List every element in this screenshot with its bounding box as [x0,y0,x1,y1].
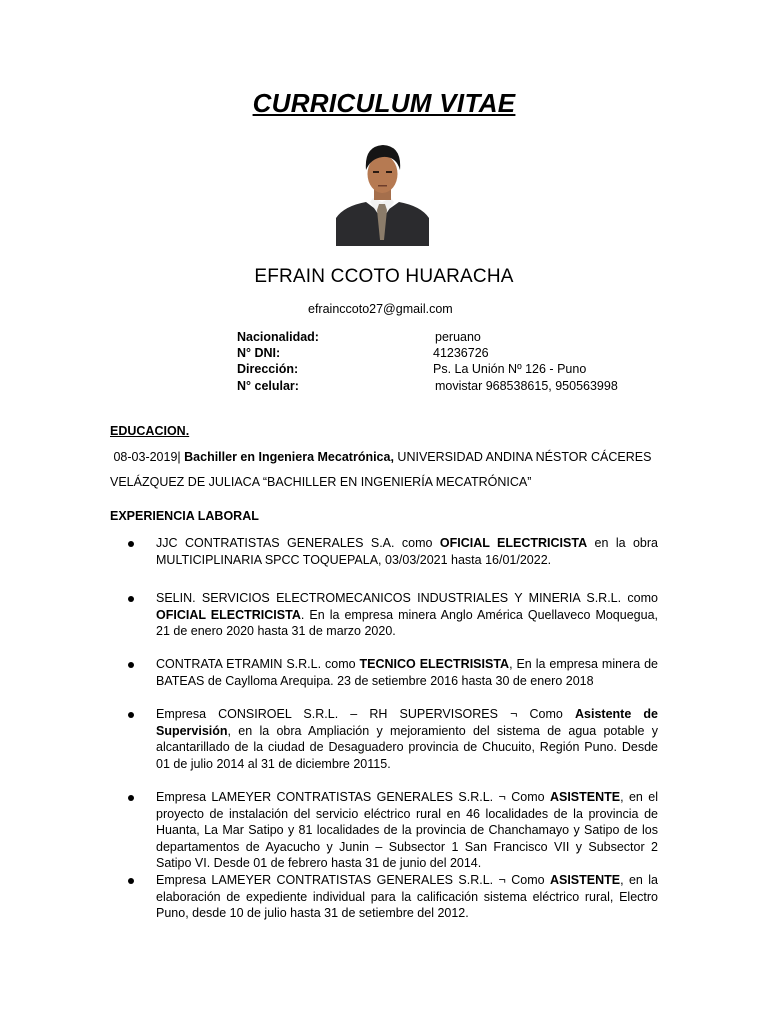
info-value: 41236726 [433,346,489,360]
info-row-nationality [237,330,657,346]
info-label: Nacionalidad: [237,330,319,344]
experience-item [156,872,658,922]
experience-text: en la obra MULTICIPLINARIA SPCC TOQUEPALA, 03/03/2021 hasta 16/01/2022. [156,536,658,567]
experience-role: OFICIAL ELECTRICISTA [439,536,588,550]
email-address: efrainccoto27@gmail.com [308,302,453,316]
experience-text: , En la empresa minera de BATEAS de Caylloma Arequipa. 23 de setiembre 2016 hasta 30 de enero 2018 [156,657,658,688]
info-value: peruano [435,330,481,344]
experience-text: Empresa LAMEYER CONTRATISTAS GENERALES S.R.L. ¬ Como [156,873,550,887]
full-name: EFRAIN CCOTO HUARACHA [254,266,514,287]
bullet-icon [128,662,134,668]
experience-text: , en la elaboración de expediente individual para la calificación sistema eléctrico rural, Electro Puno, desde 10 de julio hasta 31 de setiembre del 2012. [156,873,658,920]
experience-item [156,656,658,689]
info-label: N° DNI: [237,346,281,360]
education-heading: EDUCACION. [110,424,190,438]
bullet-icon [128,541,134,547]
info-label: Dirección: [237,362,299,376]
education-date: 08-03-2019| [110,450,185,464]
experience-text: CONTRATA ETRAMIN S.R.L. como [156,657,360,671]
document-title: CURRICULUM VITAE [252,88,516,118]
info-row-phone [237,379,657,395]
experience-item [156,535,658,568]
experience-text: Empresa CONSIROEL S.R.L. – RH SUPERVISORES ¬ Como [156,707,575,721]
experience-text: , en la obra Ampliación y mejoramiento del sistema de agua potable y alcantarillado de la ciudad de Desaguadero provincia de Chucuito, Región Puno. Desde 01 de julio 2014 al 31 de diciembre 20115. [156,723,658,771]
bullet-icon [128,712,134,718]
experience-text: , en el proyecto de instalación del servicio eléctrico rural en 46 localidades de la provincia de Huanta, La Mar Satipo y 81 localidades de la provincia de Chanchamayo y Satipo de los departamentos de Ayacucho y Junin – Subsector 1 San Francisco VII y Subsector 2 Satipo VI. Desde 01 de febrero hasta 31 de junio del 2014. [156,790,658,870]
education-line-1 [110,450,670,464]
experience-text: JJC CONTRATISTAS GENERALES S.A. como [156,536,440,550]
education-degree: Bachiller en Ingeniera Mecatrónica, [184,450,394,464]
info-row-address [237,362,657,378]
education-line-2: VELÁZQUEZ DE JULIACA “BACHILLER EN INGENIERÍA MECATRÓNICA” [110,475,532,489]
experience-item [156,789,658,872]
experience-role: Asistente de Supervisión [156,707,658,738]
experience-role: OFICIAL ELECTRICISTA [156,607,301,622]
info-value: movistar 968538615, 950563998 [435,379,618,393]
experience-heading: EXPERIENCIA LABORAL [110,509,259,523]
experience-role: ASISTENTE [549,873,621,887]
education-institution: UNIVERSIDAD ANDINA NÉSTOR CÁCERES [393,450,652,464]
bullet-icon [128,878,134,884]
profile-photo [336,140,429,246]
info-row-dni [237,346,657,362]
bullet-icon [128,596,134,602]
experience-role: ASISTENTE [549,790,621,804]
experience-text: Empresa LAMEYER CONTRATISTAS GENERALES S.R.L. ¬ Como [156,790,550,804]
experience-text: . En la empresa minera Anglo América Quellaveco Moquegua, 21 de enero 2020 hasta 31 de marzo 2020. [156,607,658,638]
experience-text: SELIN. SERVICIOS ELECTROMECANICOS INDUSTRIALES Y MINERIA S.R.L. como [156,591,658,605]
info-label: N° celular: [237,379,299,393]
experience-role: TECNICO ELECTRISISTA [359,657,510,671]
experience-item [156,706,658,772]
bullet-icon [128,795,134,801]
experience-item [156,590,658,640]
info-value: Ps. La Unión Nº 126 - Puno [433,362,587,376]
